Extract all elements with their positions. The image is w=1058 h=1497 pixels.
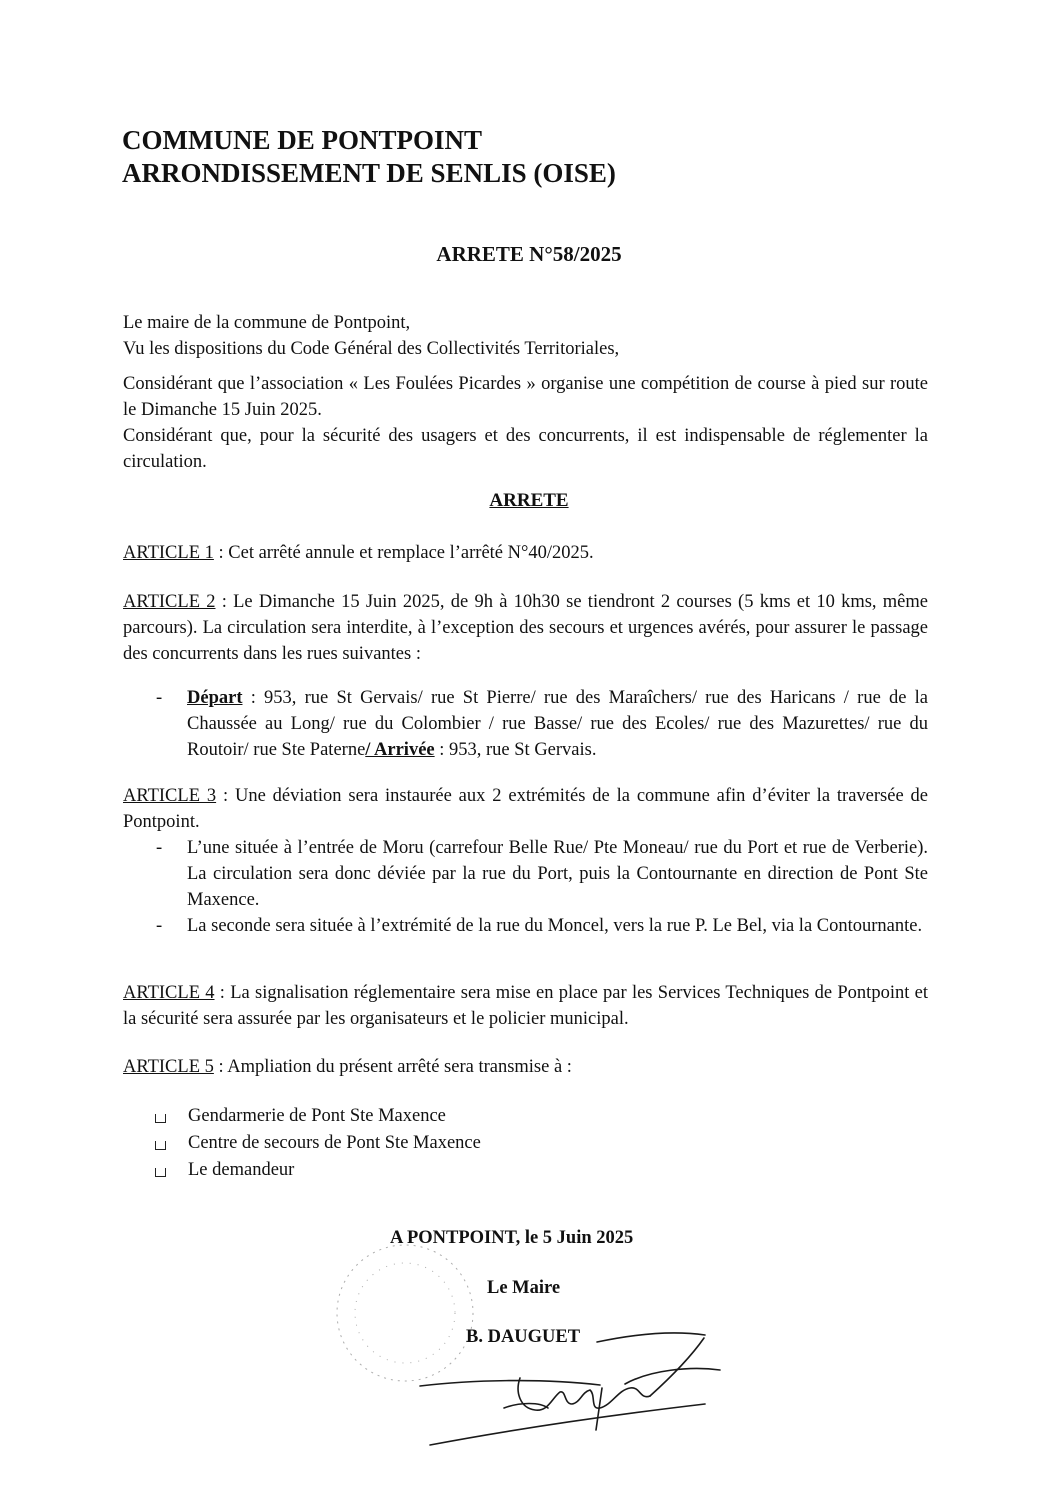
considerant-1: Considérant que l’association « Les Foulées Picardes » organise une compétition de course à pied sur route le Dimanche 15 Juin 2025. bbox=[123, 374, 928, 420]
arrete-heading: ARRETE bbox=[489, 490, 569, 511]
recipient-label: Le demandeur bbox=[188, 1160, 295, 1180]
article-3-label: ARTICLE 3 bbox=[123, 786, 217, 806]
article-4-text: : La signalisation réglementaire sera mise en place par les Services Techniques de Pontpoint et la sécurité sera assurée par les organisateurs et le policier municipal. bbox=[123, 983, 928, 1029]
preamble-line-2: Vu les dispositions du Code Général des Collectivités Territoriales, bbox=[123, 339, 620, 359]
recipient-label: Centre de secours de Pont Ste Maxence bbox=[188, 1133, 481, 1153]
decree-title: ARRETE N°58/2025 bbox=[436, 242, 622, 266]
signature-name: B. DAUGUET bbox=[466, 1327, 581, 1347]
article-5-label: ARTICLE 5 bbox=[123, 1057, 214, 1077]
signature-place-date: A PONTPOINT, le 5 Juin 2025 bbox=[390, 1228, 634, 1248]
route-streets: : 953, rue St Gervais/ rue St Pierre/ rue des Maraîchers/ rue des Haricans / rue de la Chaussée au Long/ rue du Colombier / rue Basse/ rue des Ecoles/ rue des Mazurettes/ rue du Routoir/ rue Ste Paterne bbox=[187, 688, 928, 760]
article-1-label: ARTICLE 1 bbox=[123, 543, 214, 563]
recipient-label: Gendarmerie de Pont Ste Maxence bbox=[188, 1106, 446, 1126]
arrondissement-name: ARRONDISSEMENT DE SENLIS (OISE) bbox=[122, 158, 616, 188]
article-2-label: ARTICLE 2 bbox=[123, 592, 216, 612]
article-2-text: : Le Dimanche 15 Juin 2025, de 9h à 10h30 se tiendront 2 courses (5 kms et 10 kms, même parcours). La circulation sera interdite, à l’exception des secours et urgences avérés, pour assurer le passage des concurrents dans les rues suivantes : bbox=[123, 592, 928, 664]
deviation-item-1: - L’une située à l’entrée de Moru (carrefour Belle Rue/ Pte Moneau/ rue du Port et rue de Verberie). La circulation sera donc déviée par la rue du Port, puis la Contournante en direction de Pont Ste Maxence. bbox=[123, 835, 928, 913]
arrivee-text: : 953, rue St Gervais. bbox=[434, 740, 597, 760]
deviation-item-2: - La seconde sera située à l’extrémité de la rue du Moncel, vers la rue P. Le Bel, via la Contournante. bbox=[123, 913, 928, 939]
signature-role: Le Maire bbox=[487, 1278, 561, 1298]
preamble-line-1: Le maire de la commune de Pontpoint, bbox=[123, 313, 411, 333]
arrivee-label: / Arrivée bbox=[365, 740, 435, 760]
depart-label: Départ bbox=[187, 688, 243, 708]
article-4-label: ARTICLE 4 bbox=[123, 983, 215, 1003]
considerant-2: Considérant que, pour la sécurité des usagers et des concurrents, il est indispensable de réglementer la circulation. bbox=[123, 426, 928, 472]
article-1-text: : Cet arrêté annule et remplace l’arrêté N°40/2025. bbox=[213, 543, 594, 563]
article-5-text: : Ampliation du présent arrêté sera transmise à : bbox=[213, 1057, 572, 1077]
article-3-text: : Une déviation sera instaurée aux 2 extrémités de la commune afin d’éviter la traversée de Pontpoint. bbox=[123, 786, 928, 832]
commune-name: COMMUNE DE PONTPOINT bbox=[122, 125, 482, 155]
